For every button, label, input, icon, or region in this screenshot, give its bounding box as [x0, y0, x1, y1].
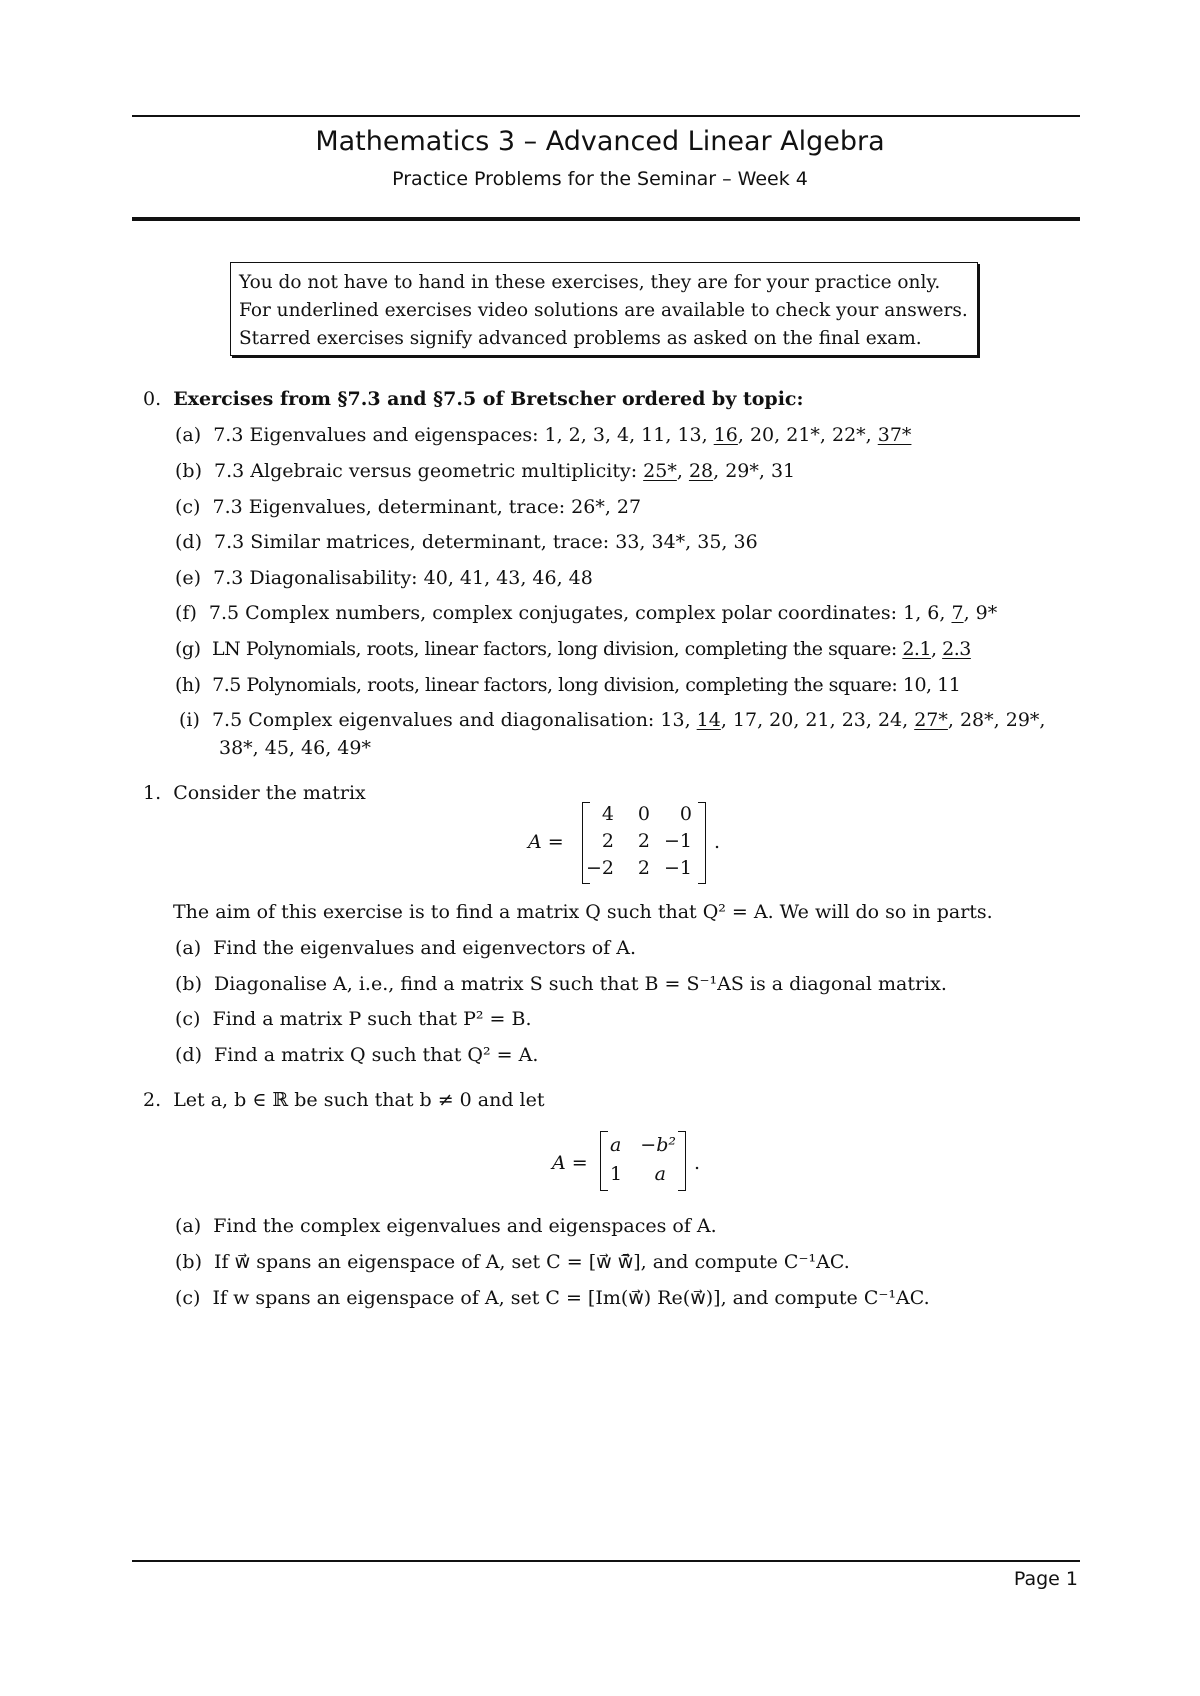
part-label: (c): [175, 1287, 201, 1309]
exercise-1-aim: The aim of this exercise is to find a matrix Q such that Q² = A. We will do so in parts.: [173, 901, 993, 923]
header-bottom-rule: [132, 217, 1080, 221]
item-label: (h): [175, 674, 201, 696]
item-list: 33, 34*, 35, 36: [615, 531, 758, 553]
part-text: If w⃗ spans an eigenspace of A, set C = [w⃗ w̄⃗], and compute C⁻¹AC.: [214, 1251, 850, 1273]
part-text: Find a matrix Q such that Q² = A.: [214, 1044, 539, 1066]
ex0-item-h: [175, 672, 960, 698]
matrix-cell: 0: [637, 803, 650, 825]
notice-box: [230, 262, 978, 356]
part-text: Find the eigenvalues and eigenvectors of A.: [213, 937, 636, 959]
ex1-part-c: [175, 1006, 531, 1032]
item-list: 26*, 27: [571, 496, 642, 518]
bracket-left: [600, 1131, 608, 1191]
exercise-intro: Consider the matrix: [173, 782, 366, 804]
item-topic: 7.3 Eigenvalues, determinant, trace:: [212, 496, 566, 518]
bracket-right: [678, 1131, 686, 1191]
item-label: (b): [175, 460, 202, 482]
part-label: (a): [175, 1215, 202, 1237]
part-text: Find the complex eigenvalues and eigenspaces of A.: [213, 1215, 717, 1237]
exercise-number: 2.: [143, 1089, 162, 1111]
matrix-cell: 1: [610, 1163, 623, 1185]
top-rule: [132, 115, 1080, 117]
notice-line-2: For underlined exercises video solutions are available to check your answers.: [239, 300, 968, 321]
matrix-cell: 2: [601, 830, 614, 852]
item-label: (i): [179, 709, 200, 731]
exercise-1-intro: [143, 780, 366, 806]
matrix-cell: 4: [601, 803, 614, 825]
matrix-cell: a: [610, 1134, 622, 1156]
item-label: (a): [175, 424, 202, 446]
item-topic: 7.5 Complex numbers, complex conjugates, complex polar coordinates:: [208, 602, 898, 624]
matrix-cell: −b²: [640, 1134, 676, 1156]
matrix-cell: −1: [663, 857, 692, 879]
item-topic: 7.3 Eigenvalues and eigenspaces:: [213, 424, 539, 446]
ex0-item-b: [175, 458, 795, 484]
ex0-item-c: [175, 494, 641, 520]
part-label: (a): [175, 937, 202, 959]
ex0-item-i: [179, 707, 1045, 733]
part-label: (b): [175, 973, 202, 995]
matrix-cell: −1: [663, 830, 692, 852]
item-topic: 7.3 Diagonalisability:: [213, 567, 418, 589]
item-list: 40, 41, 43, 46, 48: [423, 567, 593, 589]
ex0-item-e: [175, 565, 593, 591]
ex2-part-a: [175, 1213, 717, 1239]
ex0-item-a: [175, 422, 911, 448]
ex0-item-g: [175, 636, 971, 662]
item-topic: 7.5 Polynomials, roots, linear factors, long division, completing the square:: [212, 674, 898, 696]
ex1-part-d: [175, 1042, 538, 1068]
exercise-2-intro: [143, 1087, 545, 1113]
page-number: Page 1: [1013, 1568, 1078, 1590]
item-topic: 7.5 Complex eigenvalues and diagonalisation:: [211, 709, 655, 731]
part-text: Find a matrix P such that P² = B.: [212, 1008, 532, 1030]
exercise-0-heading: Exercises from §7.3 and §7.5 of Bretscher ordered by topic:: [173, 388, 804, 410]
item-list: 1, 6, 7, 9*: [903, 602, 998, 624]
page-subtitle: Practice Problems for the Seminar – Week 4: [392, 168, 808, 190]
item-list: 1, 2, 3, 4, 11, 13, 16, 20, 21*, 22*, 37*: [544, 424, 912, 446]
ex2-part-b: [175, 1249, 850, 1275]
item-label: (e): [175, 567, 202, 589]
part-label: (b): [175, 1251, 202, 1273]
matrix-lhs: A =: [552, 1152, 588, 1174]
ex1-part-a: [175, 935, 636, 961]
item-topic: 7.3 Similar matrices, determinant, trace:: [214, 531, 610, 553]
part-label: (d): [175, 1044, 202, 1066]
item-label: (g): [175, 638, 201, 660]
matrix-A: [582, 802, 706, 884]
ex0-item-f: [175, 600, 997, 626]
matrix-cell: 2: [637, 857, 650, 879]
item-list: 10, 11: [902, 674, 961, 696]
page-title: Mathematics 3 – Advanced Linear Algebra: [315, 126, 885, 157]
item-label: (c): [175, 496, 201, 518]
item-label: (f): [175, 602, 197, 624]
matrix-cell: 2: [637, 830, 650, 852]
matrix-period: .: [714, 831, 721, 853]
ex0-item-i-cont: 38*, 45, 46, 49*: [219, 737, 371, 759]
matrix-cell: −2: [586, 857, 615, 879]
item-topic: 7.3 Algebraic versus geometric multiplicity:: [214, 460, 638, 482]
exercise-intro: Let a, b ∈ ℝ be such that b ≠ 0 and let: [173, 1089, 545, 1111]
ex1-part-b: [175, 971, 947, 997]
item-label: (d): [175, 531, 202, 553]
item-topic: LN Polynomials, roots, linear factors, long division, completing the square:: [212, 638, 897, 660]
ex2-part-c: [175, 1285, 930, 1311]
matrix-A-2x2: [600, 1131, 686, 1191]
exercise-0-header: [143, 386, 804, 412]
item-list: 2.1, 2.3: [902, 638, 971, 660]
notice-line-1: You do not have to hand in these exercises, they are for your practice only.: [239, 272, 941, 293]
ex0-item-d: [175, 529, 758, 555]
item-list: 13, 14, 17, 20, 21, 23, 24, 27*, 28*, 29*,: [660, 709, 1046, 731]
matrix-lhs: A =: [528, 831, 564, 853]
footer-rule: [132, 1560, 1080, 1562]
bracket-right: [698, 802, 706, 884]
matrix-cell: a: [654, 1163, 666, 1185]
matrix-cell: 0: [679, 803, 692, 825]
part-text: Diagonalise A, i.e., find a matrix S such that B = S⁻¹AS is a diagonal matrix.: [214, 973, 947, 995]
item-list: 25*, 28, 29*, 31: [643, 460, 796, 482]
part-text: If w spans an eigenspace of A, set C = [Im(w⃗) Re(w⃗)], and compute C⁻¹AC.: [212, 1287, 930, 1309]
notice-line-3: Starred exercises signify advanced problems as asked on the final exam.: [239, 328, 922, 349]
part-label: (c): [175, 1008, 201, 1030]
matrix-period: .: [694, 1152, 701, 1174]
exercise-number: 1.: [143, 782, 162, 804]
exercise-number: 0.: [143, 388, 162, 410]
